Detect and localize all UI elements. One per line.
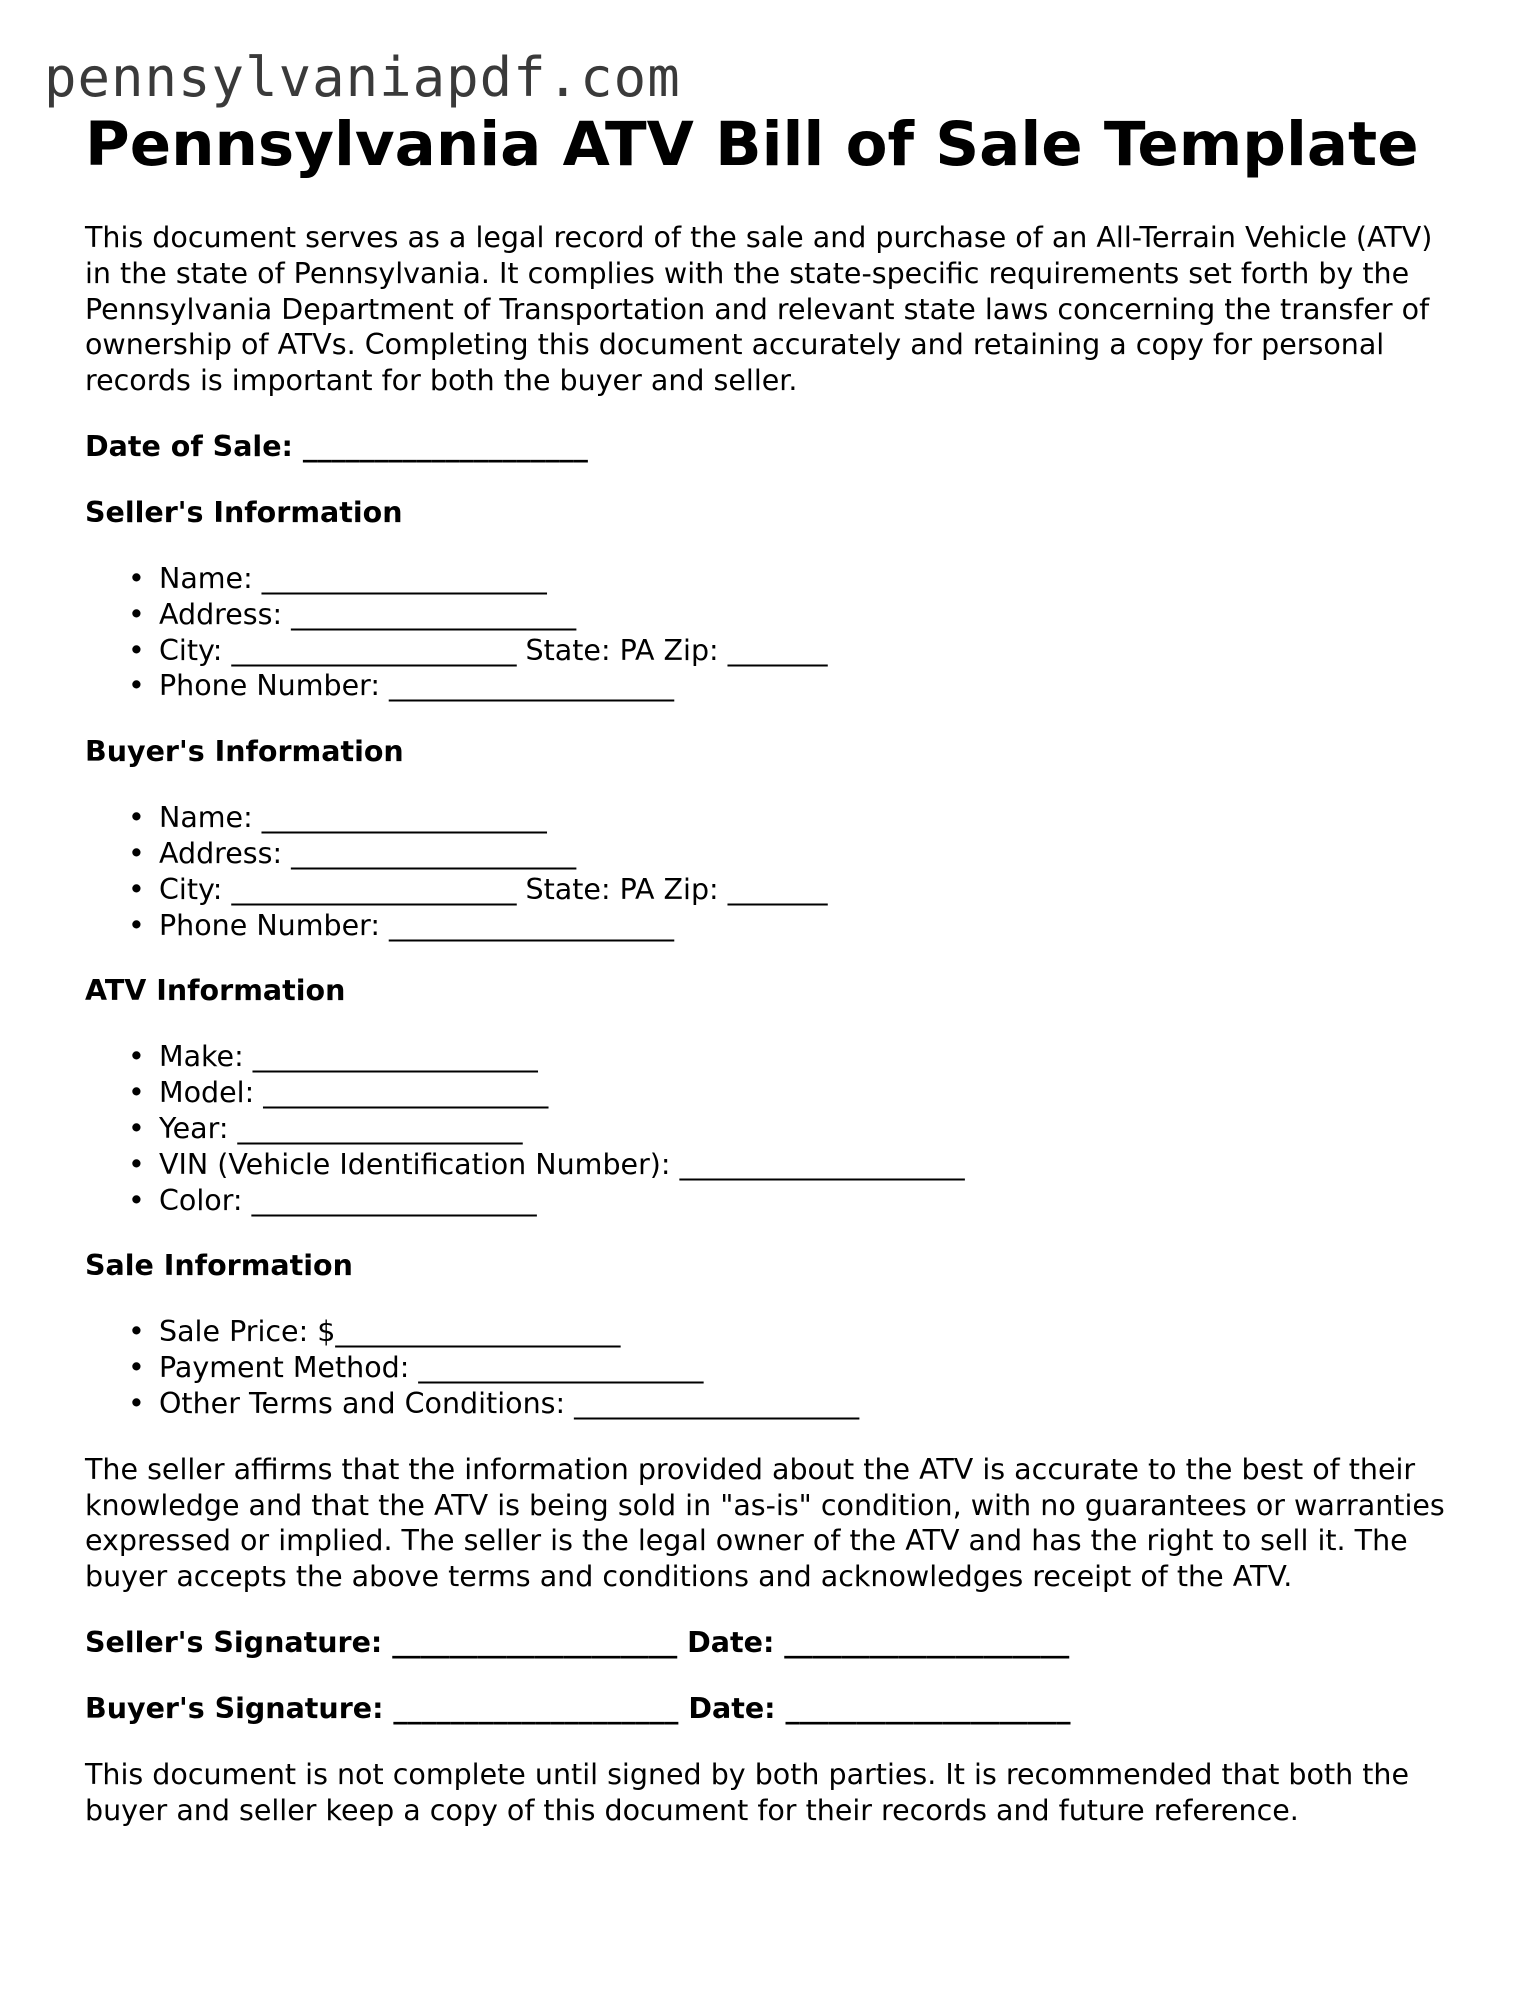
buyer-phone-field: • Phone Number: ____________________ — [159, 908, 1465, 944]
atv-year-field: • Year: ____________________ — [159, 1111, 1465, 1147]
buyer-info-list — [85, 800, 1465, 943]
seller-info-heading: Seller's Information — [85, 495, 403, 529]
buyer-address-field: • Address: ____________________ — [159, 836, 1465, 872]
page-title: Pennsylvania ATV Bill of Sale Template — [85, 109, 1419, 180]
buyer-city-state-zip-field: • City: ____________________ State: PA Zip: _______ — [159, 872, 1465, 908]
document-page — [85, 100, 1465, 1829]
closing-paragraph: This document is not complete until signed by both parties. It is recommended that both the buyer and seller keep a copy of this document for their records and future reference. — [85, 1757, 1410, 1827]
sale-info-heading: Sale Information — [85, 1249, 353, 1283]
intro-paragraph: This document serves as a legal record of the sale and purchase of an All-Terrain Vehicle (ATV) in the state of Pennsylvania. It complies with the state-specific requirements set forth by the Pennsylvania Department of Transportation and relevant state laws concerning the transfer of ownership of ATVs. Completing this document accurately and retaining a copy for personal records is important for both the buyer and seller. — [85, 221, 1433, 398]
payment-method-field: • Payment Method: ____________________ — [159, 1350, 1465, 1386]
date-of-sale-field: Date of Sale: ____________________ — [85, 429, 588, 463]
seller-signature-line: Seller's Signature: ____________________ Date: ____________________ — [85, 1625, 1070, 1659]
sale-price-field: • Sale Price: $____________________ — [159, 1314, 1465, 1350]
atv-make-field: • Make: ____________________ — [159, 1039, 1465, 1075]
seller-city-state-zip-field: • City: ____________________ State: PA Zip: _______ — [159, 633, 1465, 669]
atv-info-list — [85, 1039, 1465, 1218]
buyer-signature-line: Buyer's Signature: ____________________ Date: ____________________ — [85, 1691, 1071, 1725]
affirmation-paragraph: The seller affirms that the information provided about the ATV is accurate to the best of their knowledge and that the ATV is being sold in "as-is" condition, with no guarantees or warranties expressed or implied. The seller is the legal owner of the ATV and has the right to sell it. The buyer accepts the above terms and conditions and acknowledges receipt of the ATV. — [85, 1452, 1445, 1594]
seller-info-list — [85, 561, 1465, 704]
site-watermark: pennsylvaniapdf.com — [44, 46, 681, 109]
atv-vin-field: • VIN (Vehicle Identification Number): ____________________ — [159, 1147, 1465, 1183]
atv-model-field: • Model: ____________________ — [159, 1075, 1465, 1111]
other-terms-field: • Other Terms and Conditions: ____________________ — [159, 1386, 1465, 1422]
atv-color-field: • Color: ____________________ — [159, 1183, 1465, 1219]
sale-info-list — [85, 1314, 1465, 1421]
seller-address-field: • Address: ____________________ — [159, 597, 1465, 633]
seller-name-field: • Name: ____________________ — [159, 561, 1465, 597]
buyer-info-heading: Buyer's Information — [85, 735, 404, 769]
seller-phone-field: • Phone Number: ____________________ — [159, 668, 1465, 704]
buyer-name-field: • Name: ____________________ — [159, 800, 1465, 836]
atv-info-heading: ATV Information — [85, 974, 346, 1008]
